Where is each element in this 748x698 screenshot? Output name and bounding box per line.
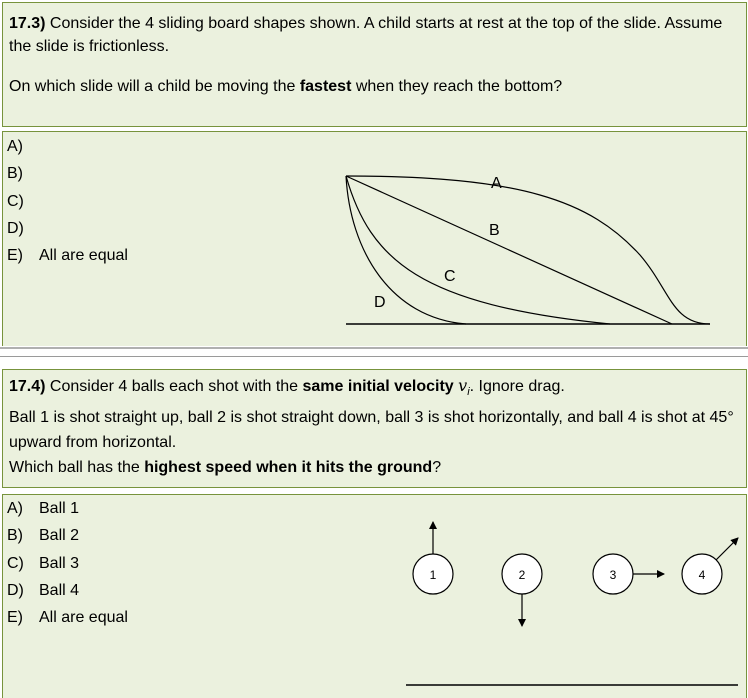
question-17-4-prompt: Which ball has the highest speed when it hits the ground?: [9, 459, 442, 477]
question-17-3-text: 17.3) Consider the 4 sliding board shapes shown. A child starts at rest at the top of the slide. Assume the slide is frictionless.: [9, 15, 723, 55]
option-d[interactable]: D): [7, 220, 24, 237]
ball-label-3: 3: [609, 568, 617, 582]
slide-label-b: B: [489, 222, 500, 239]
option-c[interactable]: C): [7, 193, 24, 210]
slide-label-d: D: [374, 294, 386, 311]
slide-label-a: A: [491, 175, 502, 192]
ball-label-1: 1: [429, 568, 437, 582]
option-a[interactable]: A): [7, 138, 23, 155]
ball-label-2: 2: [518, 568, 526, 582]
option-b[interactable]: B): [7, 165, 23, 182]
ball-label-4: 4: [698, 568, 706, 582]
question-17-4-description: Ball 1 is shot straight up, ball 2 is shot straight down, ball 3 is shot horizontally, and ball 4 is shot at 45° upward from horizontal.: [9, 409, 734, 452]
option-e-ball[interactable]: E) All are equal: [7, 609, 128, 626]
ball-4-arrow: [716, 538, 738, 560]
question-17-3-prompt: On which slide will a child be moving the fastest when they reach the bottom?: [9, 78, 563, 95]
option-d-ball[interactable]: D) Ball 4: [7, 582, 80, 599]
option-b-ball[interactable]: B) Ball 2: [7, 527, 80, 544]
option-c-ball[interactable]: C) Ball 3: [7, 555, 80, 572]
question-17-4-text: 17.4) Consider 4 balls each shot with the same initial velocity $v_i$. Ignore drag.: [9, 376, 565, 399]
option-e[interactable]: E) All are equal: [7, 247, 128, 264]
slide-label-c: C: [444, 268, 456, 285]
option-a-ball[interactable]: A) Ball 1: [7, 500, 80, 517]
question-number: 17.3): [9, 15, 46, 32]
